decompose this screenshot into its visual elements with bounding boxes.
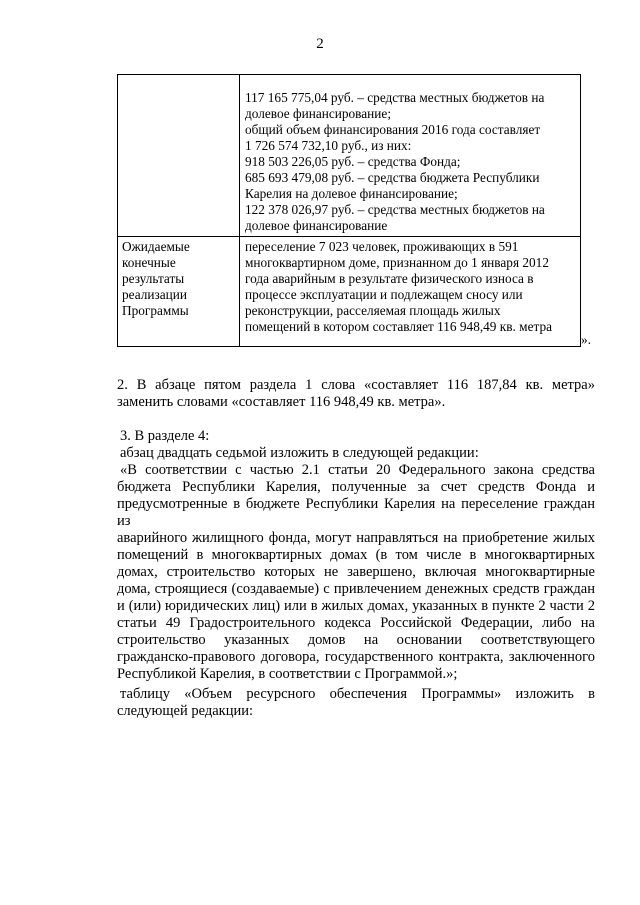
cell-line: 122 378 026,97 руб. – средства местных бюджетов на [245, 202, 545, 217]
text-line: аварийного жилищного фонда, могут направляться на приобретение жилых [117, 530, 595, 546]
cell-line: 1 726 574 732,10 руб., из них: [245, 138, 412, 153]
paragraph-3 [117, 428, 595, 683]
cell-line: процессе эксплуатации и подлежащем сносу или [245, 287, 523, 302]
text-line: помещений в многоквартирных домах (в том числе в многоквартирных [117, 547, 595, 563]
text-line: таблицу «Объем ресурсного обеспечения Программы» изложить в [120, 686, 595, 702]
cell-line: конечные [122, 255, 176, 270]
cell-line: 117 165 775,04 руб. – средства местных бюджетов на [245, 90, 545, 105]
cell-line: помещений в котором составляет 116 948,49 кв. метра [245, 319, 553, 334]
page-number: 2 [316, 36, 324, 52]
text-line: статьи 49 Градостроительного кодекса Российской Федерации, либо на [117, 615, 595, 631]
text-line: гражданско-правового договора, государственного контракта, заключенного [117, 649, 595, 665]
text-line: 2. В абзаце пятом раздела 1 слова «составляет 116 187,84 кв. метра» [117, 377, 595, 393]
text-line: бюджета Республики Карелия, полученные за счет средств Фонда и [117, 479, 595, 495]
text-line: и (или) юридических лиц) или в жилых домах, указанных в пункте 2 части 2 [117, 598, 595, 614]
cell-line: 918 503 226,05 руб. – средства Фонда; [245, 154, 461, 169]
cell-line: 685 693 479,08 руб. – средства бюджета Республики [245, 170, 540, 185]
cell-line: долевое финансирование [245, 218, 388, 233]
cell-line: многоквартирном доме, признанном до 1 января 2012 [245, 255, 549, 270]
text-line: «В соответствии с частью 2.1 статьи 20 Федерального закона средства [120, 462, 595, 478]
text-line: предусмотренные в бюджете Республики Карелия на переселение граждан из [117, 496, 595, 529]
cell-line: Ожидаемые [122, 239, 190, 254]
cell-line: Карелия на долевое финансирование; [245, 186, 458, 201]
cell-line: реконструкции, расселяемая площадь жилых [245, 303, 501, 318]
text-line: Республикой Карелия, в соответствии с Программой.»; [117, 666, 458, 682]
table-row [118, 237, 581, 347]
text-line: 3. В разделе 4: [120, 428, 210, 444]
table-cell-financing [240, 75, 581, 237]
closing-quote-mark: ». [581, 332, 591, 347]
cell-line: результаты [122, 271, 185, 286]
text-line: домах, строительство которых не завершено, включая многоквартирные [117, 564, 595, 580]
text-line: дома, строящиеся (создаваемые) с привлечением денежных средств граждан [117, 581, 595, 597]
cell-line: Программы [122, 303, 189, 318]
paragraph-4 [117, 686, 595, 720]
cell-line: общий объем финансирования 2016 года составляет [245, 122, 541, 137]
text-line: следующей редакции: [117, 703, 254, 719]
text-line: строительство указанных домов на основании соответствующего [117, 632, 595, 648]
text-line: заменить словами «составляет 116 948,49 кв. метра». [117, 394, 446, 410]
cell-line: долевое финансирование; [245, 106, 392, 121]
cell-line: реализации [122, 287, 187, 302]
cell-line: переселение 7 023 человек, проживающих в 591 [245, 239, 519, 254]
table-cell-left-empty [118, 75, 240, 237]
program-passport-table [117, 74, 581, 347]
cell-line: года аварийным в результате физического износа в [245, 271, 534, 286]
text-line: абзац двадцать седьмой изложить в следующей редакции: [120, 445, 479, 461]
table-row [118, 75, 581, 237]
table-cell-expected-results [240, 237, 581, 347]
paragraph-2 [117, 377, 595, 411]
table-cell-expected-results-label [118, 237, 240, 347]
